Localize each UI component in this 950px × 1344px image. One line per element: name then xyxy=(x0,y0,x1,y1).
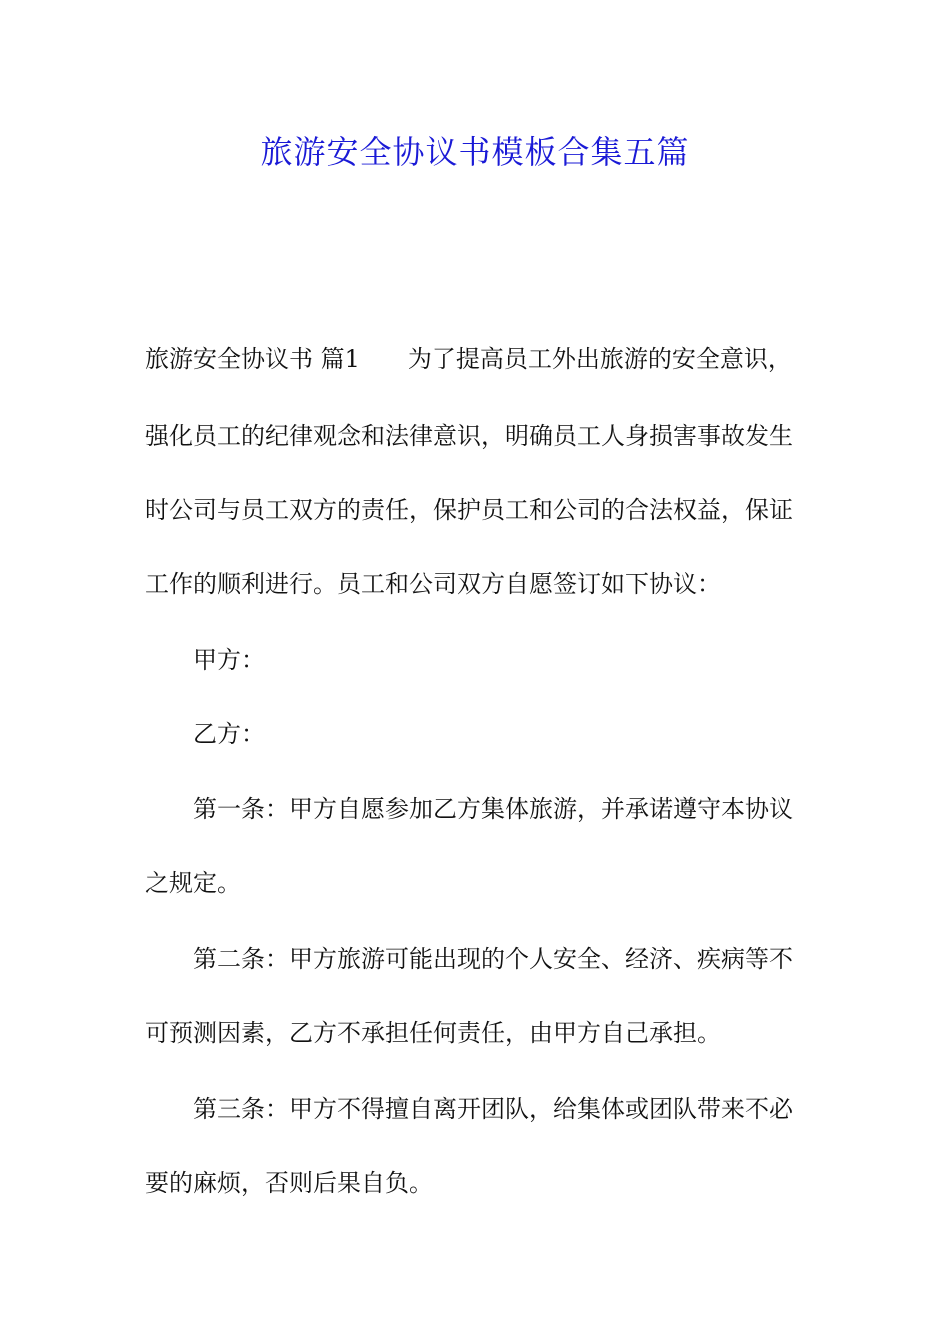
party-a-label: 甲方： xyxy=(193,646,265,674)
intro-first-line xyxy=(145,343,810,375)
article-3-line-2: 要的麻烦，否则后果自负。 xyxy=(145,1169,433,1197)
intro-line-3: 时公司与员工双方的责任，保护员工和公司的合法权益，保证 xyxy=(145,496,793,524)
document-title: 旅游安全协议书模板合集五篇 xyxy=(260,133,690,171)
article-1-line-1: 第一条：甲方自愿参加乙方集体旅游，并承诺遵守本协议 xyxy=(193,795,793,823)
intro-line-1: 为了提高员工外出旅游的安全意识， xyxy=(407,345,792,373)
intro-line-2: 强化员工的纪律观念和法律意识，明确员工人身损害事故发生 xyxy=(145,422,793,450)
section-heading: 旅游安全协议书 篇1 xyxy=(145,345,360,373)
article-1-line-2: 之规定。 xyxy=(145,869,241,897)
article-3-line-1: 第三条：甲方不得擅自离开团队，给集体或团队带来不必 xyxy=(193,1095,793,1123)
intro-line-4: 工作的顺利进行。员工和公司双方自愿签订如下协议： xyxy=(145,570,721,598)
article-2-line-1: 第二条：甲方旅游可能出现的个人安全、经济、疾病等不 xyxy=(193,945,793,973)
party-b-label: 乙方： xyxy=(193,720,265,748)
article-2-line-2: 可预测因素，乙方不承担任何责任，由甲方自己承担。 xyxy=(145,1019,721,1047)
